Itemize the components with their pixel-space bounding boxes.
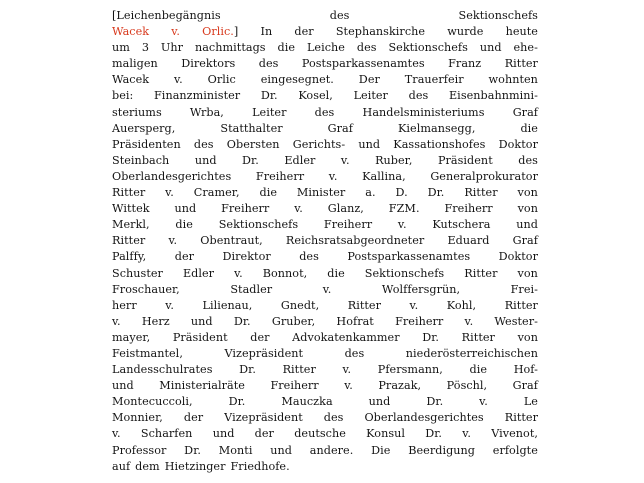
article-word: von: [517, 186, 538, 200]
article-word: Lilienau,: [202, 298, 253, 312]
article-word: v.: [322, 282, 332, 296]
article-word: Freiherr: [255, 169, 305, 183]
article-word: die: [469, 363, 488, 377]
article-line: [112, 137, 538, 153]
article-word: Ritter: [112, 186, 146, 200]
article-word: und: [174, 202, 197, 216]
article-word: Ritter: [464, 186, 498, 200]
article-word: dem: [135, 459, 160, 473]
article-word: Generalprokurator: [430, 169, 538, 183]
article-word: Oberlandesgerichtes: [112, 169, 232, 183]
article-word: Präsident: [172, 330, 228, 344]
article-word: Professor: [112, 443, 167, 457]
article-word: und: [368, 395, 391, 409]
article-word: Ritter: [504, 411, 538, 425]
article-word: Wacek: [112, 73, 150, 87]
article-word: Gerichts-: [292, 137, 346, 151]
article-word: In: [260, 25, 273, 39]
article-word: Eduard: [447, 234, 490, 248]
article-word: Dr.: [233, 314, 251, 328]
article-word: ehe-: [513, 41, 538, 55]
article-word: Dr.: [184, 443, 201, 457]
article-word: des: [299, 250, 319, 264]
article-word: v.: [328, 169, 338, 183]
article-word: Graf: [512, 105, 538, 119]
article-word: des: [408, 89, 429, 103]
article-word: Graf: [327, 121, 353, 135]
article-word: Orlic.]: [202, 25, 239, 39]
article-word: Kohl,: [446, 298, 477, 312]
article-word: Landesschulrates: [112, 363, 213, 377]
article-word: Kutschera: [432, 218, 491, 232]
article-word: Hofrat: [336, 314, 374, 328]
article-line: [112, 330, 538, 346]
article-word: Pfersmann,: [377, 363, 443, 377]
article-word: Montecuccoli,: [112, 395, 193, 409]
article-line: [112, 266, 538, 282]
article-word: v.: [340, 153, 350, 167]
article-word: v.: [165, 298, 174, 312]
article-word: v.: [165, 186, 174, 200]
article-word: Die: [371, 443, 391, 457]
article-word: bei:: [112, 89, 134, 103]
article-word: v.: [112, 314, 121, 328]
article-word: von: [517, 266, 538, 280]
article-word: Ritter: [464, 266, 498, 280]
article-word: Dr.: [427, 186, 445, 200]
article-word: Cramer,: [193, 186, 240, 200]
article-word: Graf: [512, 379, 538, 393]
article-word: deutsche: [294, 427, 346, 441]
article-word: Froschauer,: [112, 282, 180, 296]
article-word: Ritter: [461, 330, 495, 344]
article-line: [112, 40, 538, 56]
article-word: Sektionschefs: [218, 218, 299, 232]
article-word: und: [194, 153, 217, 167]
article-word: die: [277, 41, 296, 55]
article-word: Statthalter: [220, 121, 283, 135]
article-word: Monti: [218, 443, 253, 457]
article-word: Minister: [296, 186, 346, 200]
article-word: Kielmansegg,: [397, 121, 476, 135]
article-word: Ritter: [504, 298, 538, 312]
article-word: v.: [464, 314, 474, 328]
article-word: heute: [505, 25, 538, 39]
article-word: Ritter: [347, 298, 381, 312]
article-word: Reichsratsabgeordneter: [285, 234, 425, 248]
article-line: [112, 169, 538, 185]
article-word: [171, 24, 180, 40]
article-word: Freiherr: [221, 202, 270, 216]
article-word: Sektionschefs: [388, 41, 468, 55]
article-word: Ministerialräte: [159, 379, 245, 393]
article-word: a.: [365, 186, 376, 200]
article-word: nachmittags: [194, 41, 266, 55]
article-word: des: [344, 346, 365, 360]
article-word: Dr.: [239, 363, 256, 377]
article-word: Hietzinger: [164, 459, 226, 473]
article-word: Glanz,: [327, 202, 364, 216]
article-word: Sektionschefs: [458, 9, 538, 22]
article-word: von: [517, 330, 538, 344]
article-line: [112, 362, 538, 378]
article-word: steriums: [112, 105, 162, 119]
newspaper-clipping: [112, 8, 538, 475]
article-word: der: [174, 250, 195, 264]
article-word: Herz: [141, 314, 170, 328]
article-line: [112, 282, 538, 298]
article-word: Palffy,: [112, 250, 147, 264]
article-word: Handelsministeriums: [362, 105, 485, 119]
article-word: Graf: [512, 234, 538, 248]
article-word: auf: [112, 459, 131, 473]
article-word: um: [112, 41, 130, 55]
article-word: der: [183, 411, 204, 425]
article-word: Wrba,: [189, 105, 224, 119]
article-word: v.: [294, 202, 303, 216]
article-word: Direktor: [222, 250, 271, 264]
article-word: Merkl,: [112, 218, 150, 232]
article-word: Wittek: [112, 202, 150, 216]
article-line: [112, 56, 538, 72]
article-word: Monnier,: [112, 411, 163, 425]
article-word: andere.: [309, 443, 354, 457]
article-word: Wester-: [494, 314, 538, 328]
article-word: wurde: [447, 25, 484, 39]
highlighted-name: Wacek: [112, 25, 150, 39]
article-word: Direktors: [181, 57, 236, 71]
article-word: v.: [112, 427, 121, 441]
article-line: [112, 24, 538, 40]
article-word: Obentraut,: [200, 234, 263, 248]
article-line: [112, 233, 538, 249]
article-word: und: [190, 314, 213, 328]
article-word: des: [323, 411, 344, 425]
article-word: Eisenbahnmini-: [448, 89, 538, 103]
article-word: Postsparkassenamtes: [347, 250, 471, 264]
article-word: v.: [462, 427, 471, 441]
article-word: Doktor: [498, 137, 538, 151]
article-word: Beerdigung: [408, 443, 476, 457]
article-word: Uhr: [160, 41, 184, 55]
article-word: Doktor: [498, 250, 538, 264]
article-word: Dr.: [425, 427, 443, 441]
article-word: Dr.: [260, 89, 278, 103]
article-word: der: [250, 330, 270, 344]
article-line: [112, 459, 538, 475]
article-word: Advokatenkammer: [292, 330, 400, 344]
article-word: Präsidenten: [112, 137, 181, 151]
article-word: und: [112, 379, 134, 393]
article-word: herr: [112, 298, 137, 312]
article-word: Pöschl,: [446, 379, 488, 393]
article-line: [112, 346, 538, 362]
article-word: Auersperg,: [112, 121, 176, 135]
article-word: Scharfen: [140, 427, 193, 441]
article-word: Vizepräsident: [224, 346, 304, 360]
article-word: Feistmantel,: [112, 346, 183, 360]
article-word: der: [254, 427, 274, 441]
article-word: Sektionschefs: [364, 266, 445, 280]
article-word: Konsul: [366, 427, 405, 441]
article-word: die: [520, 121, 538, 135]
article-word: des: [518, 153, 538, 167]
article-word: Dr.: [228, 395, 246, 409]
article-line: [112, 298, 538, 314]
article-word: des: [329, 9, 350, 22]
article-word: und: [270, 443, 292, 457]
article-line: [112, 426, 538, 442]
article-word: Trauerfeir: [404, 73, 464, 87]
article-word: Ritter: [504, 57, 538, 71]
article-word: Gnedt,: [280, 298, 320, 312]
article-word: Leiter: [353, 89, 388, 103]
article-word: und: [479, 41, 502, 55]
article-word: Oberlandesgerichtes: [364, 411, 484, 425]
article-word: v.: [234, 266, 243, 280]
article-word: erfolgte: [492, 443, 538, 457]
article-word: Kosel,: [298, 89, 333, 103]
article-word: v.: [342, 363, 352, 377]
article-word: Obersten: [226, 137, 280, 151]
article-word: [Leichenbegängnis: [112, 9, 221, 22]
article-word: niederösterreichischen: [405, 346, 538, 360]
article-word: FZM.: [388, 202, 420, 216]
article-word: Orlic: [207, 73, 236, 87]
article-line: [112, 105, 538, 121]
article-word: Ritter: [112, 234, 146, 248]
article-word: mayer,: [112, 330, 151, 344]
article-word: Ruber,: [375, 153, 413, 167]
article-word: Frei-: [510, 282, 538, 296]
article-word: Leiter: [252, 105, 287, 119]
article-line: [112, 201, 538, 217]
article-word: Kassationshofes: [393, 137, 486, 151]
article-word: v.: [344, 379, 353, 393]
article-word: die: [327, 266, 345, 280]
article-word: Edler: [182, 266, 215, 280]
article-word: v.: [397, 218, 407, 232]
article-text: [112, 8, 538, 475]
article-word: Dr.: [426, 395, 444, 409]
article-word: wohnten: [488, 73, 538, 87]
article-word: und: [516, 218, 538, 232]
article-word: Friedhofe.: [230, 459, 290, 473]
article-line: [112, 153, 538, 169]
article-word: Ritter: [282, 363, 316, 377]
article-word: Freiherr: [323, 218, 373, 232]
article-line: [112, 314, 538, 330]
article-word: Stadler: [230, 282, 273, 296]
article-word: Leiche: [306, 41, 345, 55]
highlighted-name: v.: [171, 25, 180, 39]
article-line: [112, 88, 538, 104]
article-word: Kallina,: [362, 169, 406, 183]
article-line: [112, 378, 538, 394]
article-line: [112, 72, 538, 88]
article-word: Hof-: [513, 363, 538, 377]
article-word: v.: [479, 395, 488, 409]
article-line: [112, 121, 538, 137]
article-line: [112, 443, 538, 459]
article-word: Der: [358, 73, 380, 87]
article-word: Postsparkassenamtes: [301, 57, 425, 71]
article-line: [112, 8, 538, 24]
article-line: [112, 185, 538, 201]
article-word: Finanzminister: [154, 89, 241, 103]
article-word: Stephanskirche: [335, 25, 426, 39]
article-word: der: [294, 25, 314, 39]
article-word: Freiherr: [270, 379, 319, 393]
article-word: v.: [409, 298, 419, 312]
article-word: des: [258, 57, 279, 71]
article-word: des: [314, 105, 335, 119]
article-word: Edler: [284, 153, 316, 167]
article-word: D.: [395, 186, 408, 200]
article-line: [112, 394, 538, 410]
article-word: Franz: [448, 57, 482, 71]
article-word: Bonnot,: [262, 266, 308, 280]
article-word: des: [356, 41, 377, 55]
article-line: [112, 217, 538, 233]
article-word: eingesegnet.: [260, 73, 334, 87]
article-line: [112, 410, 538, 426]
article-word: Freiherr: [395, 314, 444, 328]
article-word: Le: [523, 395, 538, 409]
article-word: maligen: [112, 57, 158, 71]
article-word: und: [358, 137, 381, 151]
article-word: Dr.: [242, 153, 259, 167]
article-word: Steinbach: [112, 153, 170, 167]
article-word: und: [212, 427, 235, 441]
highlighted-name: Orlic.: [202, 25, 234, 39]
article-word: 3: [141, 41, 149, 55]
article-word: Vizepräsident: [224, 411, 303, 425]
article-word: v.: [168, 234, 178, 248]
article-word: Schuster: [112, 266, 163, 280]
article-word: die: [175, 218, 193, 232]
article-word: Freiherr: [444, 202, 493, 216]
article-word: Präsident: [437, 153, 493, 167]
article-word: Mauczka: [281, 395, 333, 409]
article-word: die: [259, 186, 277, 200]
article-word: des: [193, 137, 214, 151]
article-word: Wolffersgrün,: [381, 282, 461, 296]
article-word: Vivenot,: [491, 427, 538, 441]
article-word: Prazak,: [378, 379, 422, 393]
article-word: v.: [174, 73, 183, 87]
article-word: Gruber,: [271, 314, 316, 328]
article-word: Dr.: [422, 330, 440, 344]
article-word: von: [517, 202, 538, 216]
article-line: [112, 249, 538, 265]
article-word: [112, 24, 149, 40]
